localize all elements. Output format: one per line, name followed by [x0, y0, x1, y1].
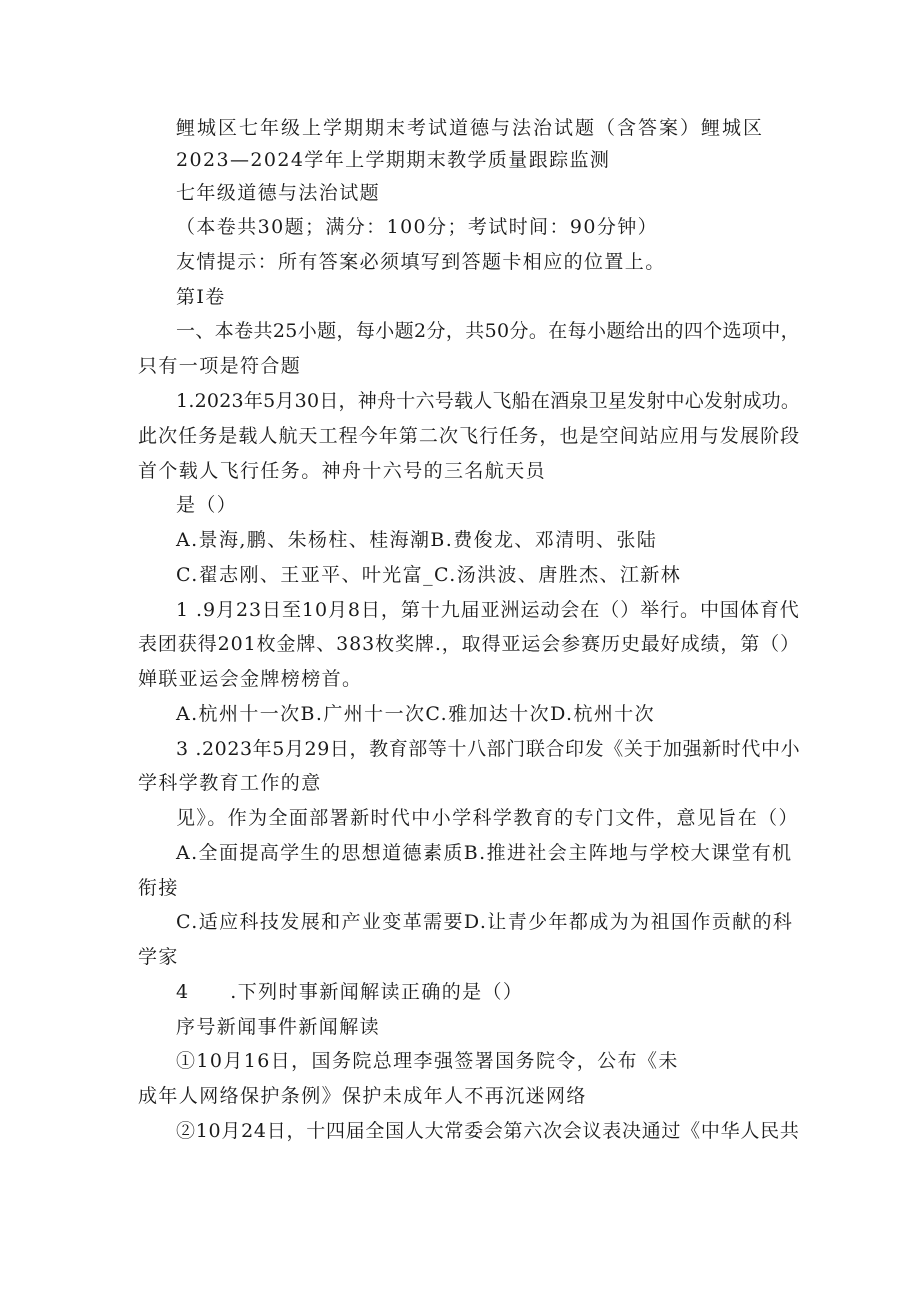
section-heading: 第I卷: [176, 286, 226, 308]
answer-options: 衔接: [138, 877, 179, 899]
doc-title: 鲤城区七年级上学期期末考试道德与法治试题（含答案）鲤城区: [176, 117, 765, 139]
answer-options: C.翟志刚、王亚平、叶光富_C.汤洪波、唐胜杰、江新林: [176, 564, 682, 586]
answer-options: A.景海,鹏、朱杨柱、桂海潮B.费俊龙、邓清明、张陆: [176, 529, 658, 551]
table-header: 序号新闻事件新闻解读: [176, 1016, 381, 1038]
question-line: 首个载人飞行任务。神舟十六号的三名航天员: [138, 460, 547, 482]
instruction-line: 只有一项是符合题: [138, 355, 302, 377]
question-line: 1 .9月23日至10月8日，第十九届亚洲运动会在（）举行。中国体育代: [176, 599, 800, 621]
question-line: 3 .2023年5月29日，教育部等十八部门联合印发《关于加强新时代中小: [176, 738, 801, 760]
answer-options: 学家: [138, 946, 179, 968]
exam-notice: 友情提示：所有答案必须填写到答题卡相应的位置上。: [176, 251, 666, 273]
question-line: 见》。作为全面部署新时代中小学科学教育的专门文件，意见旨在（）: [176, 807, 799, 829]
question-line: 1.2023年5月30日，神舟十六号载人飞船在酒泉卫星发射中心发射成功。: [176, 390, 801, 412]
exam-subtitle: 2023—2024学年上学期期末教学质量跟踪监测: [176, 149, 611, 171]
table-row: ①10月16日，国务院总理李强签署国务院令，公布《未: [176, 1050, 679, 1072]
question-line: 婵联亚运会金牌榜榜首。: [138, 668, 363, 690]
question-line: 4 .下列时事新闻解读正确的是（）: [176, 981, 524, 1003]
table-row: 成年人网络保护条例》保护未成年人不再沉迷网络: [138, 1085, 587, 1107]
instruction-line: 一、本卷共25小题，每小题2分，共50分。在每小题给出的四个选项中，: [176, 320, 801, 342]
exam-subject: 七年级道德与法治试题: [176, 182, 381, 204]
answer-options: A.全面提高学生的思想道德素质B.推进社会主阵地与学校大课堂有机: [176, 842, 793, 864]
question-line: 是（）: [176, 494, 238, 516]
question-line: 此次任务是载人航天工程今年第二次飞行任务，也是空间站应用与发展阶段: [138, 425, 801, 447]
question-line: 表团获得201枚金牌、383枚奖牌.，取得亚运会参赛历史最好成绩，第（）: [138, 633, 800, 655]
question-line: 学科学教育工作的意: [138, 772, 322, 794]
table-row: ②10月24日，十四届全国人大常委会第六次会议表决通过《中华人民共: [176, 1120, 800, 1142]
answer-options: C.适应科技发展和产业变革需要D.让青少年都成为为祖国作贡献的科: [176, 911, 794, 933]
exam-info: （本卷共30题；满分：100分；考试时间：90分钟）: [176, 216, 659, 238]
answer-options: A.杭州十一次B.广州十一次C.雅加达十次D.杭州十次: [176, 703, 656, 725]
